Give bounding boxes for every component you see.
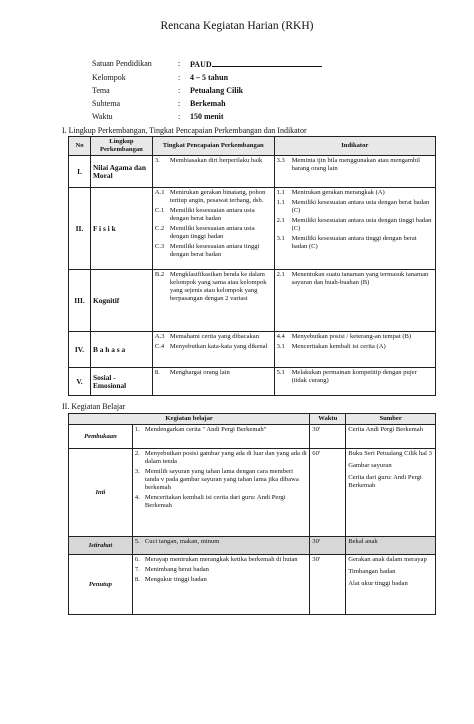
lingkup-perkembangan: Sosial - Emosional (90, 368, 152, 396)
indikator-item (277, 157, 433, 173)
activity-item (135, 566, 307, 574)
underline-blank (212, 58, 322, 67)
activity-row (69, 555, 436, 615)
indicator-table (68, 136, 436, 396)
info-key: Waktu (92, 112, 113, 121)
indicator-row (69, 270, 436, 332)
info-key: Satuan Pendidikan (92, 59, 152, 68)
row-number: I. (69, 156, 91, 188)
tpp-item-text: Memahami cerita yang dibacakan (169, 333, 260, 340)
sumber-item: Buku Seri Petualang Cilik hal 3 (348, 450, 432, 457)
tpp-item (155, 157, 272, 165)
indikator-item (277, 271, 433, 287)
activity-sumber (346, 425, 436, 449)
tpp-cell (152, 156, 274, 188)
activity-item-number: 4. (134, 494, 140, 501)
info-row (92, 85, 322, 96)
indikator-item-number: 3.1 (276, 235, 285, 242)
indikator-item-number: 1.1 (276, 189, 285, 196)
info-value-text: 150 menit (190, 112, 224, 121)
indikator-item-number: 3.1 (276, 343, 285, 350)
indikator-item-text: Menentukan suatu tanaman yang termasuk tanaman sayuran dan buah-buahan (B) (291, 271, 429, 286)
indikator-item (277, 217, 433, 233)
header-kegiatan: Kegiatan belajar (69, 414, 310, 425)
row-number: IV. (69, 332, 91, 368)
indikator-item (277, 343, 433, 351)
tpp-item-number: C.1 (154, 207, 165, 214)
header-lingkup: Lingkup Perkembangan (90, 137, 152, 156)
sumber-item: Gambar sayuran (348, 462, 392, 469)
indikator-item-text: Meminta ijin bila menggunakan atau mengambil barang orang lain (291, 157, 420, 172)
tpp-item-text: Menyebutkan kata-kata yang dikenal (169, 343, 268, 350)
activity-waktu: 30' (310, 537, 346, 555)
activity-item-text: Merayap menirukan merangkak ketika berkemah di hutan (144, 556, 298, 563)
info-colon: : (178, 59, 181, 68)
tpp-item-number: C.3 (154, 243, 165, 250)
indikator-item-text: Menirukan gerakan merangkak (A) (291, 189, 385, 196)
lingkup-perkembangan: B a h a s a (90, 332, 152, 368)
activity-waktu: 30' (310, 425, 346, 449)
indikator-item (277, 199, 433, 215)
info-key: Kelompok (92, 73, 126, 82)
info-row (92, 72, 322, 83)
tpp-item (155, 189, 272, 205)
info-value-text: 4 – 5 tahun (190, 73, 229, 82)
activity-items (132, 555, 309, 615)
activity-item (135, 538, 307, 546)
indicator-table-header (69, 137, 436, 156)
activity-item (135, 450, 307, 466)
tpp-cell (152, 270, 274, 332)
tpp-item (155, 243, 272, 259)
activity-item-number: 7. (134, 566, 140, 573)
indikator-item (277, 189, 433, 197)
indikator-item (277, 235, 433, 251)
activity-sumber (346, 537, 436, 555)
row-number: II. (69, 188, 91, 270)
activity-row (69, 537, 436, 555)
tpp-item-text: Menirukan gerakan binatang, pohon tertiup angin, pesawat terbang, dsb. (169, 189, 266, 204)
activity-row (69, 449, 436, 537)
activity-row (69, 425, 436, 449)
tpp-item-number: 8. (154, 369, 160, 376)
indikator-item-number: 1.1 (276, 199, 285, 206)
lingkup-perkembangan: F i s i k (90, 188, 152, 270)
section-1-heading: I. Lingkup Perkembangan, Tingkat Pencapaian Perkembangan dan Indikator (62, 126, 307, 135)
page-title: Rencana Kegiatan Harian (RKH) (160, 20, 314, 32)
tpp-item-number: A.1 (154, 189, 165, 196)
tpp-item-text: Membiasakan diri berperilaku baik (169, 157, 263, 164)
tpp-item-number: A.3 (154, 333, 165, 340)
lingkup-perkembangan: Kognitif (90, 270, 152, 332)
sumber-item: Cerita Andi Pergi Berkemah (348, 426, 424, 433)
sumber-item: Bekal anak (348, 538, 378, 545)
activity-item-text: Mendengarkan cerita " Andi Pergi Berkemah" (144, 426, 267, 433)
activity-sumber (346, 555, 436, 615)
header-sumber: Sumber (346, 414, 436, 425)
activity-table (68, 413, 436, 615)
info-colon: : (178, 86, 181, 95)
header-no: No (69, 137, 91, 156)
info-value-text: Berkemah (190, 99, 226, 108)
tpp-item-number: C.2 (154, 225, 165, 232)
indikator-item-number: 2.1 (276, 217, 285, 224)
info-row (92, 98, 322, 109)
activity-items (132, 449, 309, 537)
tpp-item (155, 369, 272, 377)
tpp-cell (152, 332, 274, 368)
indikator-item-number: 2.1 (276, 271, 285, 278)
info-key: Tema (92, 86, 110, 95)
indikator-cell (274, 270, 435, 332)
activity-item-number: 1. (134, 426, 140, 433)
indikator-cell (274, 368, 435, 396)
activity-item-text: Cuci tangan, makan, minum (144, 538, 220, 545)
indikator-cell (274, 156, 435, 188)
indikator-item-text: Memiliki kesesuaian antara usia dengan berat badan (C) (291, 199, 430, 214)
indicator-row (69, 188, 436, 270)
info-value-text: PAUD (190, 60, 212, 69)
indikator-cell (274, 188, 435, 270)
info-block (90, 56, 324, 124)
tpp-cell (152, 368, 274, 396)
activity-item-text: Menimbang berat badan (144, 566, 209, 573)
sumber-item: Gerakan anak dalam merayap (348, 556, 427, 563)
row-number: V. (69, 368, 91, 396)
sumber-item: Alat ukur tinggi badan (348, 580, 408, 587)
activity-waktu: 30' (310, 555, 346, 615)
info-colon: : (178, 99, 181, 108)
header-tpp: Tingkat Pencapaian Perkembangan (152, 137, 274, 156)
info-row (92, 111, 322, 122)
lingkup-perkembangan: Nilai Agama dan Moral (90, 156, 152, 188)
info-row (92, 58, 322, 70)
info-value (190, 85, 322, 96)
indikator-item-number: 5.1 (276, 369, 285, 376)
indikator-item-number: 3.3 (276, 157, 285, 164)
activity-phase: Penutup (69, 555, 133, 615)
indikator-item-text: Memiliki kesesuaian antara usia dengan tinggi badan (C) (291, 217, 432, 232)
sumber-item: Timbangan badan (348, 568, 396, 575)
tpp-item (155, 271, 272, 303)
tpp-item-number: C.4 (154, 343, 165, 350)
info-value (190, 58, 322, 70)
activity-item-number: 8. (134, 576, 140, 583)
activity-item (135, 494, 307, 510)
activity-phase: Istirahat (69, 537, 133, 555)
info-value (190, 98, 322, 109)
tpp-item (155, 207, 272, 223)
row-number: III. (69, 270, 91, 332)
indikator-cell (274, 332, 435, 368)
activity-phase: Pembukaan (69, 425, 133, 449)
indikator-item-text: Menceritakan kembali isi cerita (A) (291, 343, 386, 350)
indikator-item-number: 4.4 (276, 333, 285, 340)
activity-item (135, 426, 307, 434)
header-indikator: Indikator (274, 137, 435, 156)
activity-item-text: Memilih sayuran yang tahan lama dengan cara memberi tanda v pada gambar sayuran yang tahan lama jika dibawa berkemah (144, 468, 299, 491)
activity-item (135, 556, 307, 564)
activity-items (132, 537, 309, 555)
activity-item-number: 6. (134, 556, 140, 563)
indikator-item-text: Melakukan permainan kompetitip dengan pujer (tidak curang) (291, 369, 417, 384)
info-colon: : (178, 112, 181, 121)
tpp-item-text: Memiliki kesesuaian antara tinggi dengan berat badan (169, 243, 260, 258)
section-2-heading: II. Kegiatan Belajar (62, 402, 126, 411)
tpp-cell (152, 188, 274, 270)
activity-item-text: Mengukur tinggi badan (144, 576, 207, 583)
tpp-item-text: Mengklasifikasikan benda ke dalam kelompok yang sama atau kelompok yang sejenis atau kelompok yang berpasangan dengan 2 variasi (169, 271, 267, 302)
header-waktu: Waktu (310, 414, 346, 425)
tpp-item-text: Memiliki kesesuaian antara usia dengan tinggi badan (169, 225, 255, 240)
info-value (190, 72, 322, 83)
info-key: Subtema (92, 99, 120, 108)
info-value (190, 111, 322, 122)
tpp-item (155, 343, 272, 351)
activity-item (135, 576, 307, 584)
indikator-item-text: Memiliki kesesuaian antara tinggi dengan berat badan (C) (291, 235, 417, 250)
activity-item (135, 468, 307, 492)
activity-sumber (346, 449, 436, 537)
indikator-item-text: Menyebutkan posisi / keterang-an tempat (B) (291, 333, 412, 340)
activity-waktu: 60' (310, 449, 346, 537)
tpp-item (155, 333, 272, 341)
activity-item-number: 2. (134, 450, 140, 457)
info-value-text: Petualang Cilik (190, 86, 244, 95)
activity-item-text: Menyebutkan posisi gambar yang ada di luar dan yang ada di dalam tenda (144, 450, 307, 465)
tpp-item (155, 225, 272, 241)
tpp-item-number: 3. (154, 157, 160, 164)
indicator-row (69, 156, 436, 188)
activity-items (132, 425, 309, 449)
indikator-item (277, 369, 433, 385)
activity-phase: Inti (69, 449, 133, 537)
activity-item-text: Menceritakan kembali isi cerita dari guru: Andi Pergi Berkemah (144, 494, 286, 509)
sumber-item: Cerita dari guru: Andi Pergi Berkemah (348, 474, 422, 489)
indicator-row (69, 332, 436, 368)
activity-item-number: 3. (134, 468, 140, 475)
indikator-item (277, 333, 433, 341)
activity-table-header (69, 414, 436, 425)
activity-item-number: 5. (134, 538, 140, 545)
tpp-item-text: Menghargai orang lain (169, 369, 230, 376)
tpp-item-number: B.2 (154, 271, 165, 278)
tpp-item-text: Memiliki kesesuaian antara usia dengan berat badan (169, 207, 255, 222)
indicator-row (69, 368, 436, 396)
info-colon: : (178, 73, 181, 82)
